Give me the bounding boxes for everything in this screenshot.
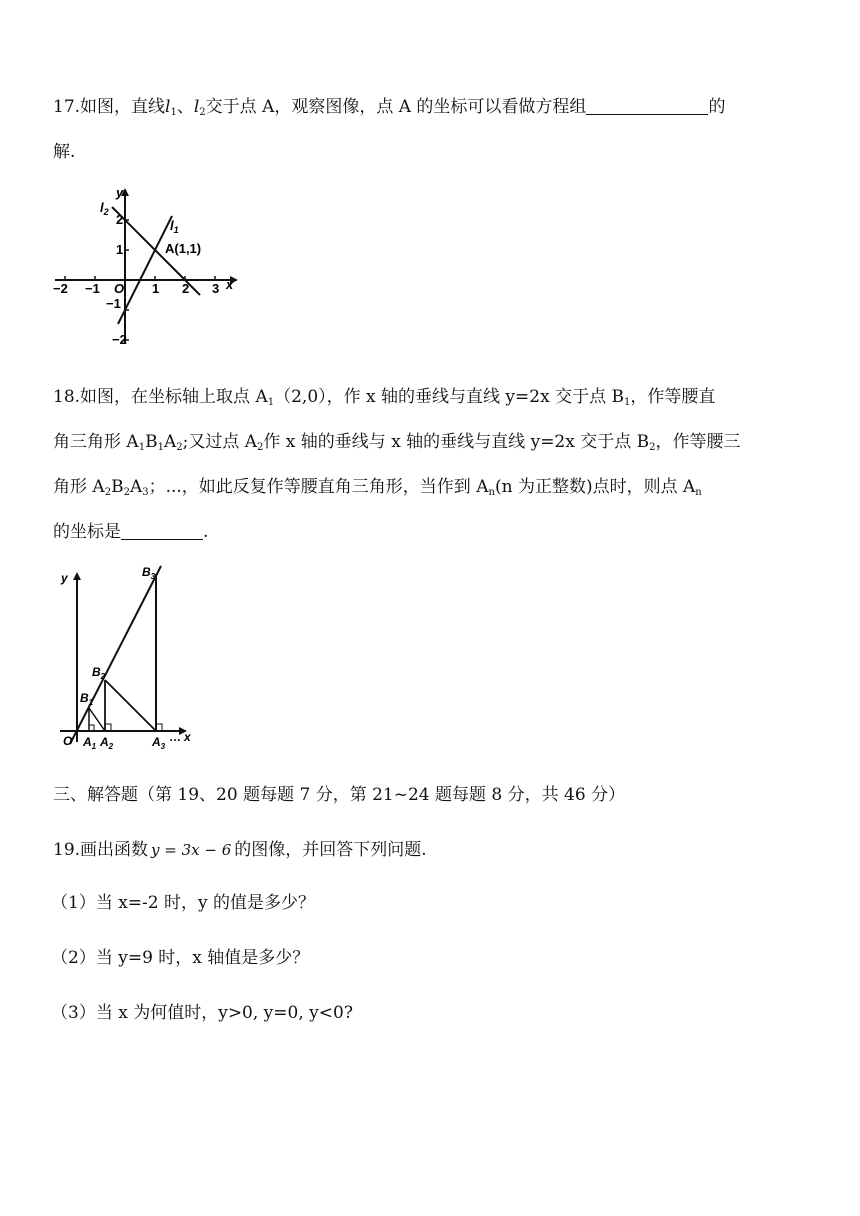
label-a3: $A_3$	[152, 735, 166, 750]
origin-label: O	[63, 734, 73, 748]
point-a-label: A(1,1)	[165, 241, 202, 256]
q18-graph	[55, 560, 200, 750]
q17-line2: 解.	[53, 142, 76, 162]
y-arrow	[73, 572, 81, 580]
label-a2: $A_2$	[100, 735, 114, 750]
label-a1: $A_1$	[83, 735, 97, 750]
section3-heading: 三、解答题（第 19、20 题每题 7 分，第 21~24 题每题 8 分，共 46 分）	[53, 785, 626, 805]
tick-y-2: 2	[116, 212, 124, 227]
hyp-b1a2	[89, 708, 105, 731]
q17-graph	[50, 182, 250, 350]
l1-label: $l_1$	[170, 218, 179, 235]
q19-part1: （1）当 x=-2 时，y 的值是多少？	[51, 893, 316, 913]
q18-line3: 角形 $A_2B_2A_3$；...，如此反复作等腰直角三角形，当作到 $A_n(n$ 为正整数)点时，则点 $A_n$	[53, 477, 702, 498]
q19-part2: （2）当 y=9 时，x 轴值是多少？	[51, 948, 310, 968]
tick-y-neg2: −2	[112, 332, 127, 347]
q19-part3: （3）当 x 为何值时，y>0, y=0, y<0?	[51, 1003, 353, 1023]
x-axis-label: x	[184, 730, 191, 744]
q17-line1: 17.如图，直线$l_1$、$l_2$交于点 A，观察图像，点 A 的坐标可以看做方程组 的	[53, 97, 726, 118]
line-l1	[118, 216, 172, 324]
y-axis-label: y	[61, 571, 68, 585]
answer-blank-q18[interactable]	[121, 521, 203, 540]
q18-line1: 18.如图，在坐标轴上取点 $A_1(2,0)$，作 x 轴的垂线与直线 y=2x 交于点 $B_1$，作等腰直	[53, 387, 716, 408]
q18-line4: 的坐标是 .	[53, 522, 209, 542]
l2-label: $l_2$	[100, 200, 109, 217]
line-y-2x	[70, 566, 161, 744]
tick-x-3: 3	[212, 281, 220, 296]
answer-blank-q17[interactable]	[586, 96, 708, 115]
label-b3: $B_3$	[142, 565, 156, 581]
tick-x-1: 1	[152, 281, 160, 296]
label-b2: $B_2$	[92, 665, 106, 681]
hyp-b2a3	[105, 680, 156, 731]
origin-label: O	[114, 281, 125, 296]
label-dots: …	[169, 730, 181, 744]
q18-line2: 角三角形 $A_1B_1A_2$;又过点 $A_2$作 x 轴的垂线与 x 轴的垂线与直线 y=2x 交于点 $B_2$，作等腰三	[53, 432, 741, 453]
x-axis-label: x	[226, 277, 234, 292]
y-axis-label: y	[116, 185, 124, 200]
tick-y-neg1: −1	[106, 296, 121, 311]
tick-x-2: 2	[182, 281, 190, 296]
label-b1: $B_1$	[80, 691, 94, 707]
q19-formula: y = 3x − 6	[151, 841, 232, 859]
q19-line1: 19.画出函数 y = 3x − 6 的图像，并回答下列问题.	[53, 840, 427, 860]
tick-y-1: 1	[116, 242, 124, 257]
tick-x-neg2: −2	[53, 281, 68, 296]
tick-x-neg1: −1	[85, 281, 100, 296]
